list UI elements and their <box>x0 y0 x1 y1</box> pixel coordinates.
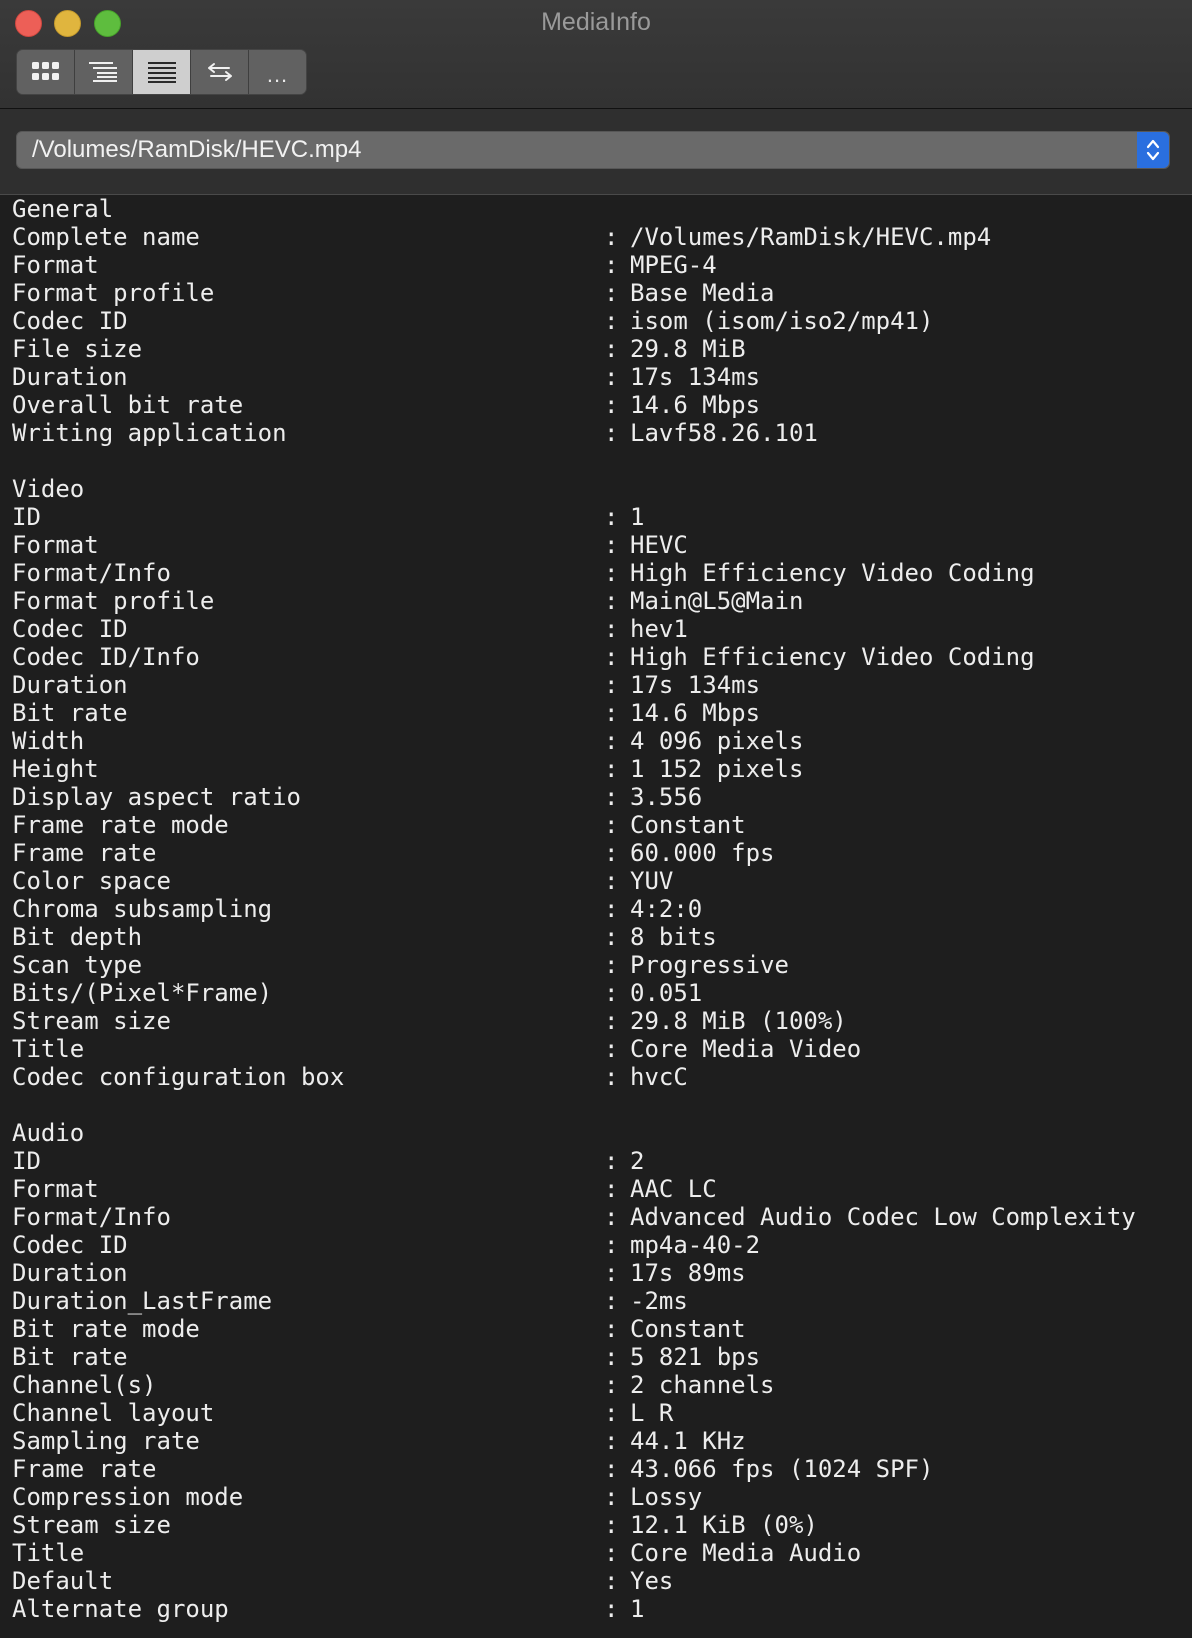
file-path: /Volumes/RamDisk/HEVC.mp4 <box>32 136 362 163</box>
field-value: 14.6 Mbps <box>630 391 761 419</box>
field-separator: : <box>604 923 619 951</box>
report-row <box>12 643 1136 671</box>
field-separator: : <box>604 559 619 587</box>
report-row <box>12 419 1136 447</box>
field-value: 14.6 Mbps <box>630 699 761 727</box>
field-value: 44.1 KHz <box>630 1427 746 1455</box>
field-value: /Volumes/RamDisk/HEVC.mp4 <box>630 223 992 251</box>
field-value: AAC LC <box>630 1175 717 1203</box>
field-value: Yes <box>630 1567 674 1595</box>
field-key: Frame rate <box>12 839 157 867</box>
field-separator: : <box>604 391 619 419</box>
field-value: High Efficiency Video Coding <box>630 559 1035 587</box>
field-value: 3.556 <box>630 783 703 811</box>
report-row <box>12 1231 1136 1259</box>
field-separator: : <box>604 1063 619 1091</box>
report-row <box>12 839 1136 867</box>
field-value: hev1 <box>630 615 688 643</box>
field-separator: : <box>604 1399 619 1427</box>
field-separator: : <box>604 251 619 279</box>
report-row <box>12 671 1136 699</box>
field-key: Bit rate <box>12 1343 128 1371</box>
field-separator: : <box>604 1455 619 1483</box>
report-row <box>12 1315 1136 1343</box>
field-separator: : <box>604 363 619 391</box>
field-key: Frame rate mode <box>12 811 229 839</box>
section-heading-audio: Audio <box>12 1119 85 1147</box>
field-value: 29.8 MiB <box>630 335 746 363</box>
report-row <box>12 251 1136 279</box>
report-row <box>12 1371 1136 1399</box>
field-key: Format <box>12 531 99 559</box>
field-value: hvcC <box>630 1063 688 1091</box>
report-row <box>12 559 1136 587</box>
report-row <box>12 587 1136 615</box>
report-row <box>12 1511 1136 1539</box>
field-key: Width <box>12 727 85 755</box>
field-separator: : <box>604 671 619 699</box>
field-key: Stream size <box>12 1511 171 1539</box>
field-key: Title <box>12 1539 85 1567</box>
report-row <box>12 979 1136 1007</box>
field-separator: : <box>604 279 619 307</box>
window-title: MediaInfo <box>541 8 651 36</box>
report-row <box>12 755 1136 783</box>
field-separator: : <box>604 503 619 531</box>
field-key: Alternate group <box>12 1595 229 1623</box>
field-key: ID <box>12 1147 41 1175</box>
field-value: High Efficiency Video Coding <box>630 643 1035 671</box>
field-value: 0.051 <box>630 979 703 1007</box>
field-key: Codec ID <box>12 615 128 643</box>
field-key: Codec ID <box>12 1231 128 1259</box>
report-row <box>12 1427 1136 1455</box>
report-row <box>12 1455 1136 1483</box>
field-value: Base Media <box>630 279 775 307</box>
field-key: Default <box>12 1567 114 1595</box>
compare-icon <box>207 62 233 82</box>
field-value: 2 <box>630 1147 645 1175</box>
field-value: HEVC <box>630 531 688 559</box>
field-key: Overall bit rate <box>12 391 244 419</box>
report-row <box>12 1595 1136 1623</box>
report-row <box>12 1203 1136 1231</box>
field-key: Stream size <box>12 1007 171 1035</box>
field-value: 4:2:0 <box>630 895 703 923</box>
file-selector[interactable] <box>16 131 1170 169</box>
field-value: 12.1 KiB (0%) <box>630 1511 818 1539</box>
field-separator: : <box>604 615 619 643</box>
tree-view-icon <box>89 61 119 83</box>
grid-view-button[interactable] <box>17 50 75 94</box>
field-key: File size <box>12 335 143 363</box>
text-view-button[interactable] <box>133 50 191 94</box>
field-key: Bit rate <box>12 699 128 727</box>
file-bar <box>0 109 1192 195</box>
section-heading-general: General <box>12 195 114 223</box>
field-value: Constant <box>630 811 746 839</box>
report-row <box>12 1483 1136 1511</box>
field-key: Height <box>12 755 99 783</box>
field-value: 8 bits <box>630 923 717 951</box>
field-value: Lavf58.26.101 <box>630 419 818 447</box>
report-row <box>12 1343 1136 1371</box>
report-row <box>12 811 1136 839</box>
field-separator: : <box>604 1511 619 1539</box>
field-value: 4 096 pixels <box>630 727 804 755</box>
field-key: Codec ID <box>12 307 128 335</box>
more-button[interactable] <box>249 50 306 94</box>
report-row <box>12 1539 1136 1567</box>
report-row <box>12 1147 1136 1175</box>
field-value: 17s 134ms <box>630 363 761 391</box>
report-row <box>12 335 1136 363</box>
report-row <box>12 867 1136 895</box>
field-separator: : <box>604 951 619 979</box>
field-separator: : <box>604 1147 619 1175</box>
text-view-icon <box>147 61 177 83</box>
report-row <box>12 1567 1136 1595</box>
field-separator: : <box>604 419 619 447</box>
report-row <box>12 1287 1136 1315</box>
field-value: Core Media Audio <box>630 1539 862 1567</box>
field-value: Advanced Audio Codec Low Complexity <box>630 1203 1136 1231</box>
field-separator: : <box>604 1567 619 1595</box>
field-separator: : <box>604 811 619 839</box>
report-row <box>12 307 1136 335</box>
field-separator: : <box>604 1539 619 1567</box>
field-separator: : <box>604 755 619 783</box>
field-separator: : <box>604 643 619 671</box>
field-separator: : <box>604 1231 619 1259</box>
field-separator: : <box>604 1175 619 1203</box>
field-value: -2ms <box>630 1287 688 1315</box>
field-key: Codec ID/Info <box>12 643 200 671</box>
field-value: 43.066 fps (1024 SPF) <box>630 1455 934 1483</box>
field-separator: : <box>604 1595 619 1623</box>
field-key: Format <box>12 1175 99 1203</box>
field-separator: : <box>604 867 619 895</box>
report-text <box>12 195 1136 1623</box>
field-key: Chroma subsampling <box>12 895 273 923</box>
more-icon: ... <box>266 62 289 87</box>
section-heading-video: Video <box>12 475 85 503</box>
field-separator: : <box>604 1371 619 1399</box>
dropdown-button[interactable] <box>1137 132 1169 168</box>
field-value: YUV <box>630 867 674 895</box>
field-key: Format/Info <box>12 1203 171 1231</box>
field-key: Color space <box>12 867 171 895</box>
field-value: L R <box>630 1399 674 1427</box>
field-value: Core Media Video <box>630 1035 862 1063</box>
field-key: Duration_LastFrame <box>12 1287 273 1315</box>
blank-line <box>12 1091 1136 1119</box>
field-key: Format/Info <box>12 559 171 587</box>
field-value: 1 <box>630 503 645 531</box>
field-key: Bit rate mode <box>12 1315 200 1343</box>
field-key: Bits/(Pixel*Frame) <box>12 979 273 1007</box>
field-key: Complete name <box>12 223 200 251</box>
field-value: 2 channels <box>630 1371 775 1399</box>
field-separator: : <box>604 531 619 559</box>
field-separator: : <box>604 699 619 727</box>
field-separator: : <box>604 1259 619 1287</box>
view-mode-toolbar <box>16 49 307 95</box>
report-row <box>12 1035 1136 1063</box>
field-value: isom (isom/iso2/mp41) <box>630 307 934 335</box>
tree-view-button[interactable] <box>75 50 133 94</box>
field-separator: : <box>604 783 619 811</box>
field-key: Frame rate <box>12 1455 157 1483</box>
grid-view-icon <box>32 62 60 82</box>
field-separator: : <box>604 223 619 251</box>
field-key: Format <box>12 251 99 279</box>
field-key: Scan type <box>12 951 143 979</box>
field-key: Codec configuration box <box>12 1063 345 1091</box>
report-row <box>12 615 1136 643</box>
field-key: Compression mode <box>12 1483 244 1511</box>
field-separator: : <box>604 895 619 923</box>
field-key: Format profile <box>12 279 215 307</box>
field-value: Progressive <box>630 951 789 979</box>
report-row <box>12 391 1136 419</box>
field-key: ID <box>12 503 41 531</box>
field-value: Lossy <box>630 1483 703 1511</box>
report-row <box>12 895 1136 923</box>
field-separator: : <box>604 1007 619 1035</box>
report-row <box>12 279 1136 307</box>
field-value: 5 821 bps <box>630 1343 761 1371</box>
report-row <box>12 923 1136 951</box>
blank-line <box>12 447 1136 475</box>
compare-button[interactable] <box>191 50 249 94</box>
field-key: Display aspect ratio <box>12 783 301 811</box>
report-row <box>12 1007 1136 1035</box>
report-row <box>12 1063 1136 1091</box>
field-key: Duration <box>12 671 128 699</box>
field-key: Channel(s) <box>12 1371 157 1399</box>
field-separator: : <box>604 335 619 363</box>
field-separator: : <box>604 1483 619 1511</box>
field-separator: : <box>604 979 619 1007</box>
field-key: Bit depth <box>12 923 143 951</box>
field-key: Format profile <box>12 587 215 615</box>
field-separator: : <box>604 1343 619 1371</box>
title-bar <box>0 0 1192 109</box>
chevron-up-down-icon <box>1145 137 1161 163</box>
report-row <box>12 951 1136 979</box>
report-row <box>12 531 1136 559</box>
field-separator: : <box>604 1287 619 1315</box>
field-value: MPEG-4 <box>630 251 717 279</box>
report-row <box>12 1175 1136 1203</box>
field-separator: : <box>604 1203 619 1231</box>
field-separator: : <box>604 587 619 615</box>
field-value: 17s 89ms <box>630 1259 746 1287</box>
field-key: Duration <box>12 363 128 391</box>
field-separator: : <box>604 727 619 755</box>
report-row <box>12 1399 1136 1427</box>
field-separator: : <box>604 1315 619 1343</box>
field-key: Duration <box>12 1259 128 1287</box>
field-key: Sampling rate <box>12 1427 200 1455</box>
field-separator: : <box>604 307 619 335</box>
report-row <box>12 363 1136 391</box>
field-value: mp4a-40-2 <box>630 1231 761 1259</box>
field-value: 1 <box>630 1595 645 1623</box>
field-value: 29.8 MiB (100%) <box>630 1007 847 1035</box>
report-row <box>12 727 1136 755</box>
field-value: Main@L5@Main <box>630 587 804 615</box>
field-separator: : <box>604 1427 619 1455</box>
report-view[interactable] <box>0 195 1192 1638</box>
report-row <box>12 1259 1136 1287</box>
field-value: Constant <box>630 1315 746 1343</box>
field-key: Title <box>12 1035 85 1063</box>
field-key: Channel layout <box>12 1399 215 1427</box>
field-value: 17s 134ms <box>630 671 761 699</box>
report-row <box>12 223 1136 251</box>
report-row <box>12 699 1136 727</box>
field-separator: : <box>604 1035 619 1063</box>
field-key: Writing application <box>12 419 287 447</box>
field-separator: : <box>604 839 619 867</box>
report-row <box>12 503 1136 531</box>
field-value: 60.000 fps <box>630 839 775 867</box>
report-row <box>12 783 1136 811</box>
field-value: 1 152 pixels <box>630 755 804 783</box>
